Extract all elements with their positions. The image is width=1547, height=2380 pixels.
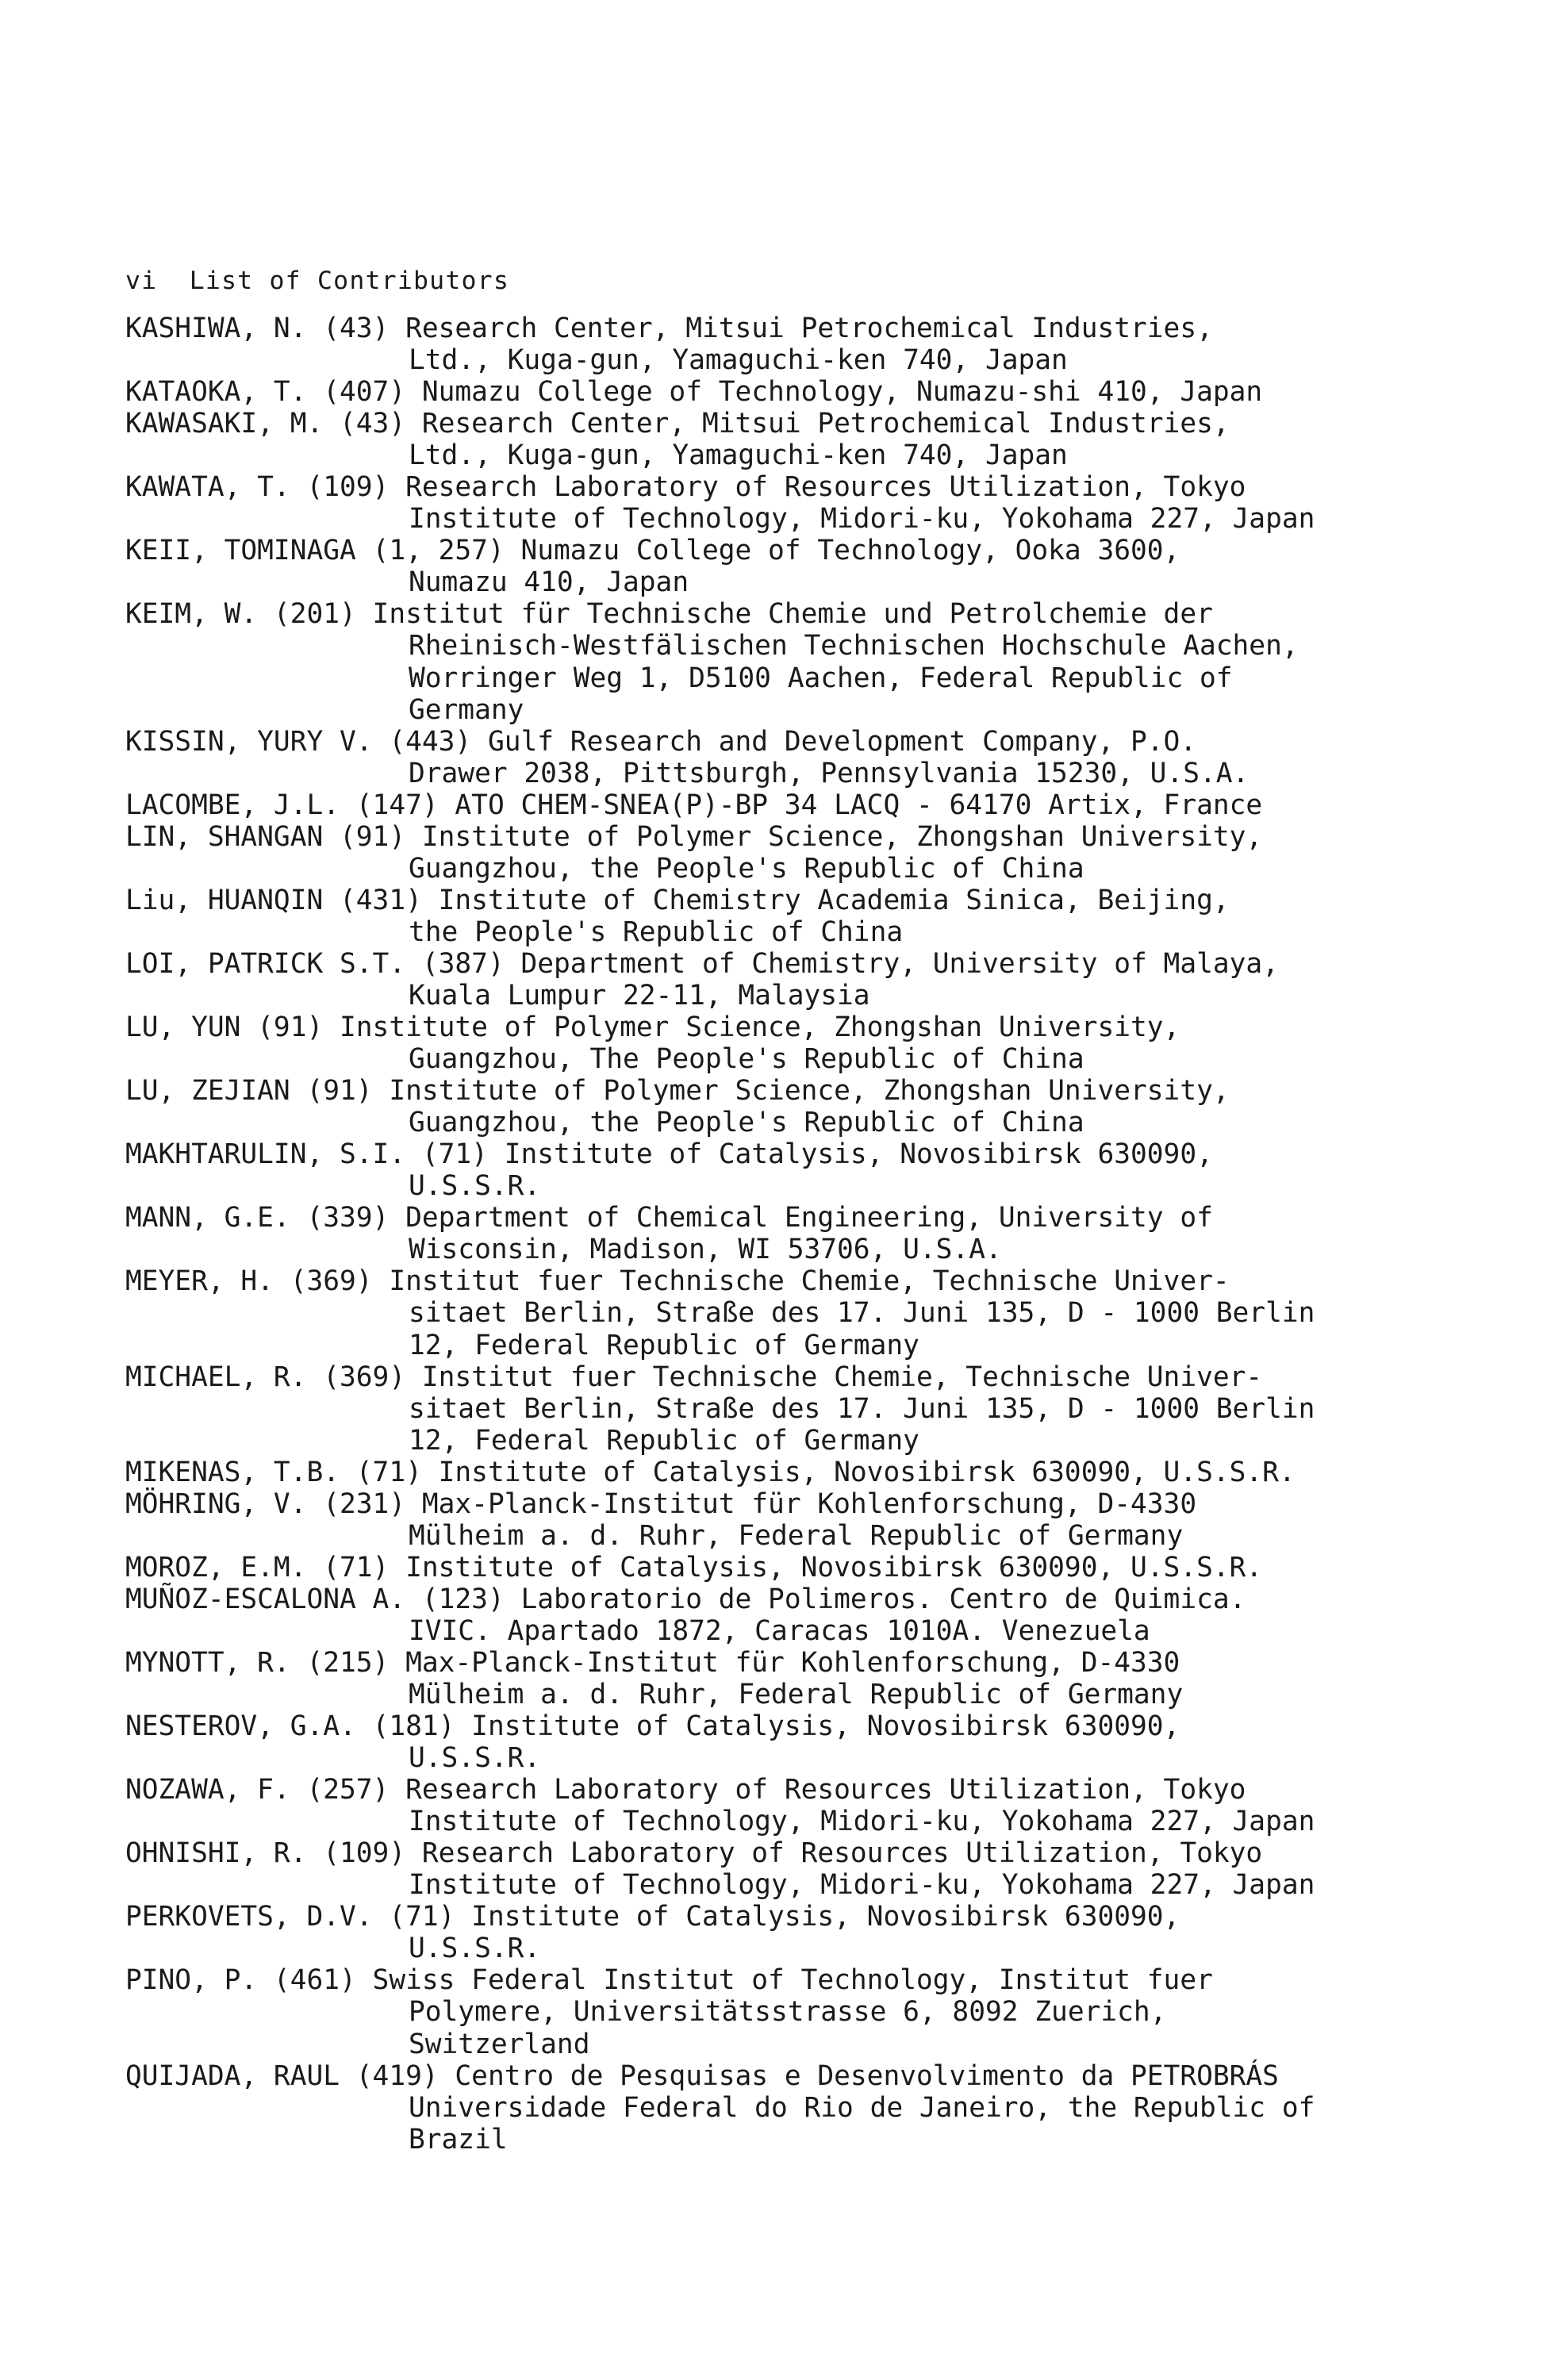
contributor-entry xyxy=(125,471,1522,535)
contributor-line-main: LU, ZEJIAN (91) Institute of Polymer Science, Zhongshan University, xyxy=(125,1075,1230,1107)
contributor-line-continuation: 12, Federal Republic of Germany xyxy=(409,1424,919,1457)
contributor-line-main: PINO, P. (461) Swiss Federal Institut of Technology, Institut fuer xyxy=(125,1964,1213,1997)
contributor-line-continuation: U.S.S.R. xyxy=(409,1170,541,1203)
contributor-line-main: Liu, HUANQIN (431) Institute of Chemistry Academia Sinica, Beijing, xyxy=(125,884,1230,916)
contributor-entry xyxy=(125,1901,1522,1964)
contributor-entry xyxy=(125,535,1522,598)
contributor-entry xyxy=(125,1457,1522,1488)
contributor-entry xyxy=(125,1552,1522,1583)
contributor-line-main: MANN, G.E. (339) Department of Chemical Engineering, University of xyxy=(125,1202,1213,1234)
contributor-line-main: LIN, SHANGAN (91) Institute of Polymer Science, Zhongshan University, xyxy=(125,820,1263,853)
contributor-line-continuation: Institute of Technology, Midori-ku, Yokohama 227, Japan xyxy=(409,1806,1315,1838)
contributor-line-continuation: Polymere, Universitätsstrasse 6, 8092 Zuerich, xyxy=(409,1996,1167,2029)
contributor-line-continuation: Institute of Technology, Midori-ku, Yokohama 227, Japan xyxy=(409,1869,1315,1902)
contributor-entry xyxy=(125,1647,1522,1710)
contributor-entry xyxy=(125,1774,1522,1837)
contributor-entry xyxy=(125,1837,1522,1901)
page-number: vi xyxy=(125,267,158,295)
contributor-entry xyxy=(125,2060,1522,2155)
contributor-entry xyxy=(125,789,1522,821)
contributor-line-continuation: U.S.S.R. xyxy=(409,1742,541,1775)
contributor-list xyxy=(125,313,1522,2155)
contributor-line-main: MICHAEL, R. (369) Institut fuer Technische Chemie, Technische Univer- xyxy=(125,1361,1263,1393)
contributor-line-main: NESTEROV, G.A. (181) Institute of Catalysis, Novosibirsk 630090, xyxy=(125,1710,1180,1743)
contributor-line-continuation: Mülheim a. d. Ruhr, Federal Republic of Germany xyxy=(409,1679,1184,1711)
contributor-entry xyxy=(125,948,1522,1012)
contributor-line-main: OHNISHI, R. (109) Research Laboratory of Resources Utilization, Tokyo xyxy=(125,1837,1263,1870)
contributor-entry xyxy=(125,726,1522,789)
contributor-entry xyxy=(125,1964,1522,2059)
contributor-line-main: KEII, TOMINAGA (1, 257) Numazu College of Technology, Ooka 3600, xyxy=(125,535,1180,567)
contributor-line-continuation: Germany xyxy=(409,693,524,726)
contributor-line-main: MUÑOZ-ESCALONA A. (123) Laboratorio de Polimeros. Centro de Quimica. xyxy=(125,1583,1246,1615)
contributor-line-main: MIKENAS, T.B. (71) Institute of Catalysis, Novosibirsk 630090, U.S.S.R. xyxy=(125,1456,1296,1488)
contributor-line-main: PERKOVETS, D.V. (71) Institute of Catalysis, Novosibirsk 630090, xyxy=(125,1901,1180,1933)
contributor-line-continuation: Drawer 2038, Pittsburgh, Pennsylvania 15230, U.S.A. xyxy=(409,757,1250,789)
contributor-line-continuation: Wisconsin, Madison, WI 53706, U.S.A. xyxy=(409,1234,1002,1266)
contributor-line-main: KAWATA, T. (109) Research Laboratory of Resources Utilization, Tokyo xyxy=(125,471,1246,504)
contributor-line-continuation: Guangzhou, the People's Republic of China xyxy=(409,1107,1084,1139)
contributor-entry xyxy=(125,1583,1522,1647)
contributor-entry xyxy=(125,313,1522,376)
contributor-line-continuation: IVIC. Apartado 1872, Caracas 1010A. Venezuela xyxy=(409,1614,1150,1647)
contributor-line-continuation: the People's Republic of China xyxy=(409,916,904,948)
page-header xyxy=(125,267,509,295)
contributor-line-main: KAWASAKI, M. (43) Research Center, Mitsui Petrochemical Industries, xyxy=(125,408,1230,440)
contributor-line-continuation: Ltd., Kuga-gun, Yamaguchi-ken 740, Japan xyxy=(409,440,1068,472)
contributor-entry xyxy=(125,885,1522,948)
contributor-line-continuation: Universidade Federal do Rio de Janeiro, the Republic of xyxy=(409,2091,1315,2124)
contributor-line-main: KATAOKA, T. (407) Numazu College of Technology, Numazu-shi 410, Japan xyxy=(125,376,1263,409)
contributor-line-main: MOROZ, E.M. (71) Institute of Catalysis, Novosibirsk 630090, U.S.S.R. xyxy=(125,1551,1263,1583)
contributor-line-continuation: sitaet Berlin, Straße des 17. Juni 135, D - 1000 Berlin xyxy=(409,1392,1315,1425)
contributor-line-continuation: Guangzhou, The People's Republic of China xyxy=(409,1043,1084,1076)
contributor-line-continuation: U.S.S.R. xyxy=(409,1933,541,1965)
contributor-entry xyxy=(125,1012,1522,1075)
contributor-line-main: NOZAWA, F. (257) Research Laboratory of Resources Utilization, Tokyo xyxy=(125,1774,1246,1806)
contributor-line-continuation: Numazu 410, Japan xyxy=(409,566,689,599)
contributor-line-main: LU, YUN (91) Institute of Polymer Science, Zhongshan University, xyxy=(125,1012,1180,1044)
contributor-line-main: MAKHTARULIN, S.I. (71) Institute of Catalysis, Novosibirsk 630090, xyxy=(125,1138,1213,1171)
contributor-line-continuation: Switzerland xyxy=(409,2028,590,2060)
contributor-line-continuation: Rheinisch-Westfälischen Technischen Hochschule Aachen, xyxy=(409,630,1299,662)
contributor-line-continuation: Institute of Technology, Midori-ku, Yokohama 227, Japan xyxy=(409,503,1315,536)
contributor-line-main: MEYER, H. (369) Institut fuer Technische Chemie, Technische Univer- xyxy=(125,1265,1230,1298)
contributor-line-main: KEIM, W. (201) Institut für Technische Chemie und Petrolchemie der xyxy=(125,598,1213,631)
contributor-line-continuation: 12, Federal Republic of Germany xyxy=(409,1329,919,1361)
contributor-line-continuation: sitaet Berlin, Straße des 17. Juni 135, D - 1000 Berlin xyxy=(409,1297,1315,1330)
contributor-entry xyxy=(125,1138,1522,1202)
contributor-entry xyxy=(125,1075,1522,1138)
contributor-line-continuation: Brazil xyxy=(409,2123,508,2155)
contributor-line-main: KASHIWA, N. (43) Research Center, Mitsui Petrochemical Industries, xyxy=(125,313,1213,344)
contributor-line-continuation: Mülheim a. d. Ruhr, Federal Republic of Germany xyxy=(409,1519,1184,1552)
contributor-line-main: LOI, PATRICK S.T. (387) Department of Chemistry, University of Malaya, xyxy=(125,947,1279,980)
contributor-entry xyxy=(125,1488,1522,1552)
contributor-entry xyxy=(125,408,1522,471)
contributor-entry xyxy=(125,598,1522,725)
contributor-line-main: LACOMBE, J.L. (147) ATO CHEM-SNEA(P)-BP 34 LACQ - 64170 Artix, France xyxy=(125,789,1263,821)
contributor-line-continuation: Worringer Weg 1, D5100 Aachen, Federal Republic of xyxy=(409,662,1233,694)
contributor-line-main: KISSIN, YURY V. (443) Gulf Research and Development Company, P.O. xyxy=(125,725,1197,758)
contributor-entry xyxy=(125,1202,1522,1265)
contributor-line-continuation: Guangzhou, the People's Republic of China xyxy=(409,852,1084,885)
contributor-line-main: QUIJADA, RAUL (419) Centro de Pesquisas e Desenvolvimento da PETROBRÁS xyxy=(125,2059,1279,2092)
contributor-line-continuation: Kuala Lumpur 22-11, Malaysia xyxy=(409,979,870,1012)
contributor-entry xyxy=(125,1710,1522,1774)
contributor-line-main: MÖHRING, V. (231) Max-Planck-Institut für Kohlenforschung, D-4330 xyxy=(125,1488,1197,1520)
contributor-entry xyxy=(125,1265,1522,1361)
page-title: List of Contributors xyxy=(189,267,509,295)
contributor-entry xyxy=(125,376,1522,408)
contributor-line-continuation: Ltd., Kuga-gun, Yamaguchi-ken 740, Japan xyxy=(409,344,1068,377)
contributor-line-main: MYNOTT, R. (215) Max-Planck-Institut für Kohlenforschung, D-4330 xyxy=(125,1646,1180,1679)
contributor-entry xyxy=(125,821,1522,885)
contributor-entry xyxy=(125,1361,1522,1457)
